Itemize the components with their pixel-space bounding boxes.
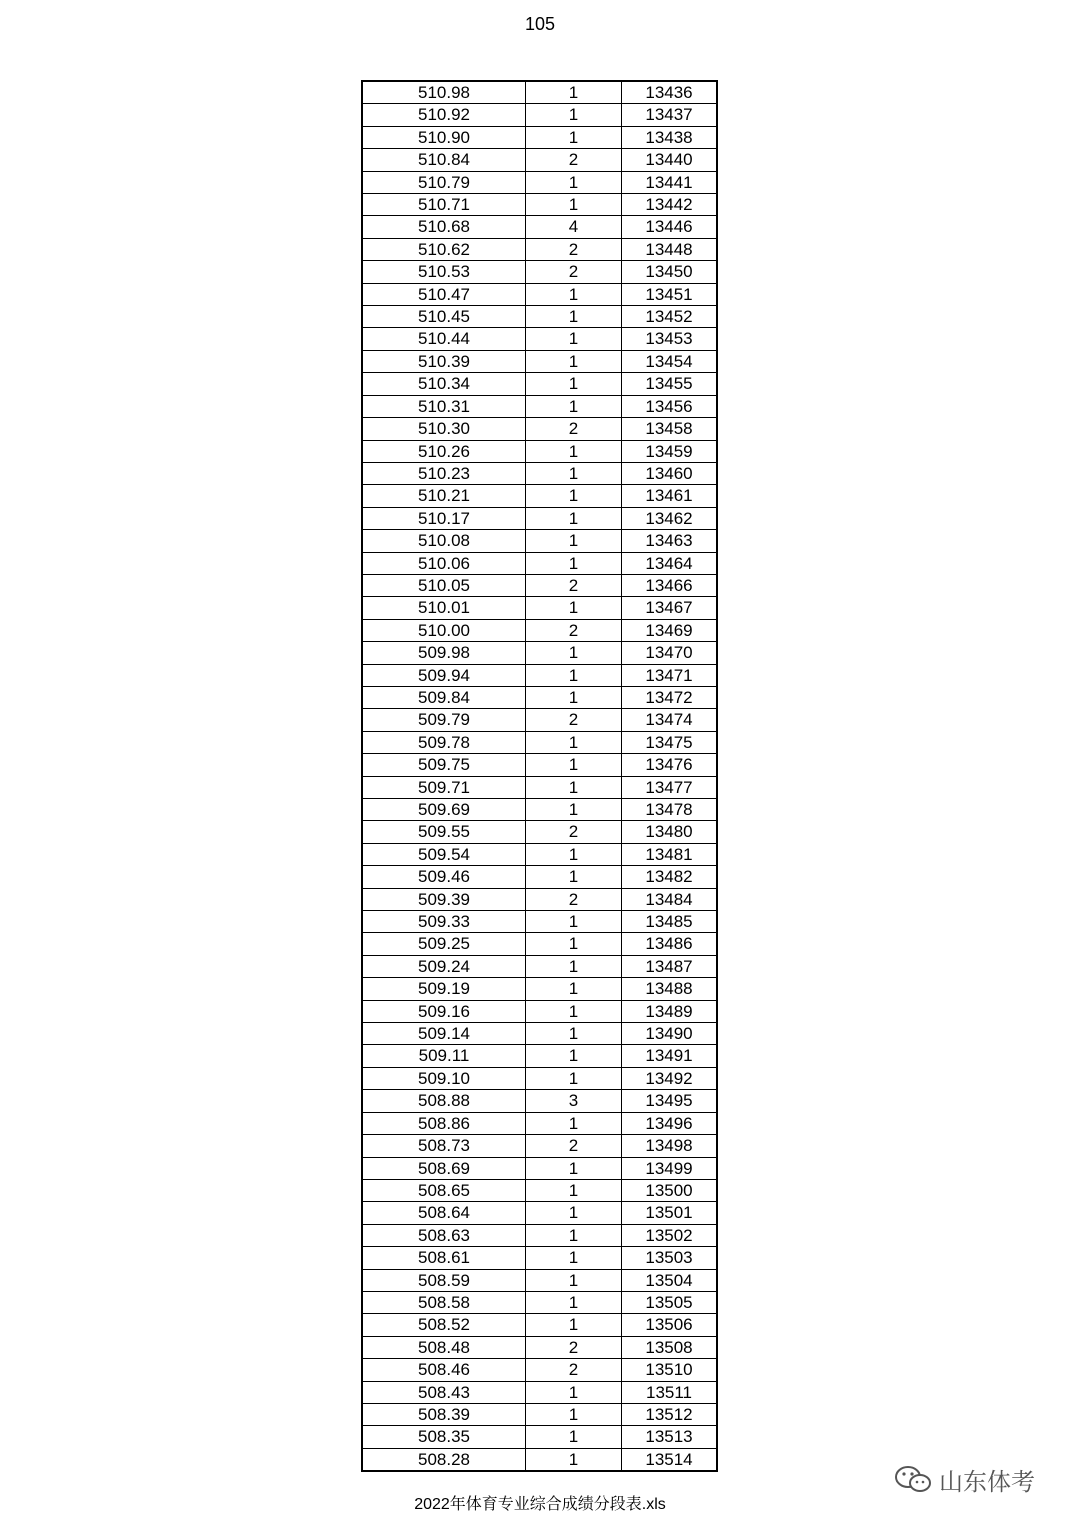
score-cell: 509.25 [362,933,526,955]
cumulative-cell: 13458 [622,418,718,440]
table-row [362,574,717,596]
table-row [362,306,717,328]
table-row [362,619,717,641]
score-cell: 510.34 [362,373,526,395]
cumulative-cell: 13459 [622,440,718,462]
score-cell: 508.59 [362,1269,526,1291]
count-cell: 2 [526,1135,622,1157]
cumulative-cell: 13484 [622,888,718,910]
table-row [362,1336,717,1358]
score-cell: 509.54 [362,843,526,865]
cumulative-cell: 13454 [622,350,718,372]
count-cell: 2 [526,238,622,260]
count-cell: 1 [526,350,622,372]
page-number: 105 [524,14,556,34]
score-cell: 510.79 [362,171,526,193]
table-row [362,843,717,865]
table-row [362,933,717,955]
cumulative-cell: 13448 [622,238,718,260]
table-row [362,418,717,440]
count-cell: 1 [526,955,622,977]
cumulative-cell: 13510 [622,1359,718,1381]
cumulative-cell: 13436 [622,81,718,104]
cumulative-cell: 13498 [622,1135,718,1157]
table-row [362,664,717,686]
table-row [362,283,717,305]
count-cell: 1 [526,1023,622,1045]
table-row [362,597,717,619]
count-cell: 1 [526,81,622,104]
score-cell: 508.43 [362,1381,526,1403]
table-row [362,238,717,260]
table-row [362,1179,717,1201]
table-row [362,911,717,933]
score-cell: 509.79 [362,709,526,731]
table-row [362,866,717,888]
count-cell: 1 [526,664,622,686]
cumulative-cell: 13462 [622,507,718,529]
score-cell: 509.98 [362,642,526,664]
score-cell: 509.19 [362,978,526,1000]
cumulative-cell: 13440 [622,149,718,171]
cumulative-cell: 13495 [622,1090,718,1112]
count-cell: 1 [526,373,622,395]
table-row [362,552,717,574]
count-cell: 1 [526,642,622,664]
cumulative-cell: 13500 [622,1179,718,1201]
count-cell: 1 [526,866,622,888]
cumulative-cell: 13486 [622,933,718,955]
score-cell: 510.23 [362,462,526,484]
cumulative-cell: 13513 [622,1426,718,1448]
cumulative-cell: 13469 [622,619,718,641]
count-cell: 1 [526,328,622,350]
count-cell: 1 [526,911,622,933]
score-cell: 509.69 [362,799,526,821]
table-row [362,1224,717,1246]
score-cell: 509.84 [362,686,526,708]
cumulative-cell: 13490 [622,1023,718,1045]
table-row [362,709,717,731]
count-cell: 2 [526,149,622,171]
table-row [362,776,717,798]
table-row [362,261,717,283]
cumulative-cell: 13476 [622,754,718,776]
table-row [362,1381,717,1403]
cumulative-cell: 13501 [622,1202,718,1224]
count-cell: 1 [526,1403,622,1425]
count-cell: 1 [526,485,622,507]
count-cell: 1 [526,1045,622,1067]
count-cell: 1 [526,1426,622,1448]
table-row [362,1426,717,1448]
table-row [362,1090,717,1112]
cumulative-cell: 13455 [622,373,718,395]
score-cell: 510.68 [362,216,526,238]
cumulative-cell: 13496 [622,1112,718,1134]
count-cell: 4 [526,216,622,238]
count-cell: 1 [526,776,622,798]
table-row [362,126,717,148]
score-cell: 510.62 [362,238,526,260]
count-cell: 1 [526,440,622,462]
table-row [362,1067,717,1089]
table-row [362,216,717,238]
table-row [362,1291,717,1313]
table-row [362,530,717,552]
cumulative-cell: 13482 [622,866,718,888]
count-cell: 2 [526,418,622,440]
table-row [362,328,717,350]
count-cell: 1 [526,933,622,955]
count-cell: 2 [526,261,622,283]
cumulative-cell: 13499 [622,1157,718,1179]
count-cell: 1 [526,1067,622,1089]
cumulative-cell: 13453 [622,328,718,350]
cumulative-cell: 13504 [622,1269,718,1291]
score-cell: 508.88 [362,1090,526,1112]
score-cell: 509.33 [362,911,526,933]
score-distribution-table [361,80,718,1472]
cumulative-cell: 13438 [622,126,718,148]
cumulative-cell: 13470 [622,642,718,664]
score-cell: 510.17 [362,507,526,529]
count-cell: 2 [526,709,622,731]
score-cell: 510.01 [362,597,526,619]
score-cell: 509.11 [362,1045,526,1067]
score-cell: 508.61 [362,1247,526,1269]
cumulative-cell: 13452 [622,306,718,328]
count-cell: 1 [526,978,622,1000]
table-row [362,1023,717,1045]
cumulative-cell: 13456 [622,395,718,417]
score-cell: 510.84 [362,149,526,171]
count-cell: 1 [526,686,622,708]
table-row [362,440,717,462]
table-row [362,1000,717,1022]
table-row [362,104,717,126]
table-row [362,462,717,484]
table-row [362,507,717,529]
score-cell: 509.10 [362,1067,526,1089]
cumulative-cell: 13487 [622,955,718,977]
count-cell: 2 [526,821,622,843]
count-cell: 1 [526,194,622,216]
cumulative-cell: 13478 [622,799,718,821]
count-cell: 1 [526,395,622,417]
score-cell: 508.65 [362,1179,526,1201]
table-row [362,1247,717,1269]
score-cell: 510.08 [362,530,526,552]
count-cell: 1 [526,1314,622,1336]
table-row [362,1112,717,1134]
cumulative-cell: 13503 [622,1247,718,1269]
score-cell: 510.39 [362,350,526,372]
count-cell: 1 [526,1247,622,1269]
table-row [362,731,717,753]
score-cell: 508.35 [362,1426,526,1448]
score-cell: 509.16 [362,1000,526,1022]
score-cell: 509.71 [362,776,526,798]
score-cell: 509.46 [362,866,526,888]
count-cell: 1 [526,1381,622,1403]
cumulative-cell: 13481 [622,843,718,865]
count-cell: 2 [526,1359,622,1381]
score-cell: 508.63 [362,1224,526,1246]
score-cell: 509.24 [362,955,526,977]
score-cell: 508.69 [362,1157,526,1179]
cumulative-cell: 13502 [622,1224,718,1246]
count-cell: 1 [526,843,622,865]
cumulative-cell: 13461 [622,485,718,507]
count-cell: 2 [526,619,622,641]
footer-file-title: 2022年体育专业综合成绩分段表.xls [414,1496,666,1513]
count-cell: 1 [526,1291,622,1313]
count-cell: 1 [526,462,622,484]
score-cell: 510.05 [362,574,526,596]
count-cell: 1 [526,799,622,821]
cumulative-cell: 13480 [622,821,718,843]
cumulative-cell: 13441 [622,171,718,193]
cumulative-cell: 13437 [622,104,718,126]
cumulative-cell: 13474 [622,709,718,731]
score-cell: 508.39 [362,1403,526,1425]
count-cell: 1 [526,507,622,529]
cumulative-cell: 13460 [622,462,718,484]
table-row [362,799,717,821]
score-cell: 510.21 [362,485,526,507]
cumulative-cell: 13471 [622,664,718,686]
count-cell: 1 [526,283,622,305]
score-cell: 508.48 [362,1336,526,1358]
table-row [362,754,717,776]
count-cell: 1 [526,552,622,574]
table-row [362,642,717,664]
cumulative-cell: 13475 [622,731,718,753]
table-row [362,350,717,372]
cumulative-cell: 13505 [622,1291,718,1313]
cumulative-cell: 13514 [622,1448,718,1471]
table-row [362,955,717,977]
score-cell: 510.00 [362,619,526,641]
cumulative-cell: 13464 [622,552,718,574]
cumulative-cell: 13466 [622,574,718,596]
cumulative-cell: 13489 [622,1000,718,1022]
count-cell: 1 [526,1269,622,1291]
table-row [362,1269,717,1291]
score-cell: 510.26 [362,440,526,462]
cumulative-cell: 13451 [622,283,718,305]
cumulative-cell: 13492 [622,1067,718,1089]
score-cell: 508.28 [362,1448,526,1471]
watermark-label: 山东体考 [939,1469,1035,1496]
cumulative-cell: 13511 [622,1381,718,1403]
count-cell: 3 [526,1090,622,1112]
table-row [362,821,717,843]
table-row [362,149,717,171]
score-cell: 510.31 [362,395,526,417]
table-row [362,1135,717,1157]
score-cell: 509.14 [362,1023,526,1045]
cumulative-cell: 13485 [622,911,718,933]
cumulative-cell: 13491 [622,1045,718,1067]
score-cell: 510.71 [362,194,526,216]
table-row [362,485,717,507]
count-cell: 1 [526,126,622,148]
score-cell: 510.47 [362,283,526,305]
cumulative-cell: 13450 [622,261,718,283]
count-cell: 1 [526,1448,622,1471]
score-cell: 508.58 [362,1291,526,1313]
count-cell: 1 [526,1112,622,1134]
score-cell: 508.52 [362,1314,526,1336]
score-cell: 510.45 [362,306,526,328]
count-cell: 1 [526,597,622,619]
score-cell: 509.78 [362,731,526,753]
table-row [362,1157,717,1179]
score-cell: 508.73 [362,1135,526,1157]
score-cell: 510.98 [362,81,526,104]
cumulative-cell: 13467 [622,597,718,619]
table-row [362,373,717,395]
table-row [362,194,717,216]
table-row [362,978,717,1000]
table-row [362,686,717,708]
cumulative-cell: 13446 [622,216,718,238]
table-row [362,1359,717,1381]
score-cell: 509.94 [362,664,526,686]
score-cell: 510.06 [362,552,526,574]
count-cell: 1 [526,1157,622,1179]
table-row [362,1403,717,1425]
count-cell: 1 [526,530,622,552]
score-cell: 510.53 [362,261,526,283]
score-cell: 508.46 [362,1359,526,1381]
count-cell: 1 [526,1000,622,1022]
table-row [362,1448,717,1471]
count-cell: 1 [526,306,622,328]
score-cell: 508.64 [362,1202,526,1224]
score-cell: 508.86 [362,1112,526,1134]
count-cell: 1 [526,1224,622,1246]
cumulative-cell: 13463 [622,530,718,552]
table-row [362,1314,717,1336]
count-cell: 1 [526,104,622,126]
table-body [362,81,717,1471]
count-cell: 1 [526,731,622,753]
score-cell: 510.44 [362,328,526,350]
score-cell: 510.92 [362,104,526,126]
table-row [362,888,717,910]
cumulative-cell: 13512 [622,1403,718,1425]
table-row [362,1045,717,1067]
cumulative-cell: 13472 [622,686,718,708]
cumulative-cell: 13506 [622,1314,718,1336]
score-cell: 509.39 [362,888,526,910]
score-cell: 509.75 [362,754,526,776]
table-row [362,81,717,104]
count-cell: 1 [526,171,622,193]
cumulative-cell: 13508 [622,1336,718,1358]
count-cell: 2 [526,1336,622,1358]
count-cell: 2 [526,574,622,596]
cumulative-cell: 13442 [622,194,718,216]
count-cell: 1 [526,754,622,776]
count-cell: 1 [526,1179,622,1201]
table-row [362,171,717,193]
table-row [362,395,717,417]
count-cell: 2 [526,888,622,910]
cumulative-cell: 13488 [622,978,718,1000]
score-cell: 509.55 [362,821,526,843]
count-cell: 1 [526,1202,622,1224]
table-row [362,1202,717,1224]
cumulative-cell: 13477 [622,776,718,798]
score-cell: 510.90 [362,126,526,148]
score-cell: 510.30 [362,418,526,440]
